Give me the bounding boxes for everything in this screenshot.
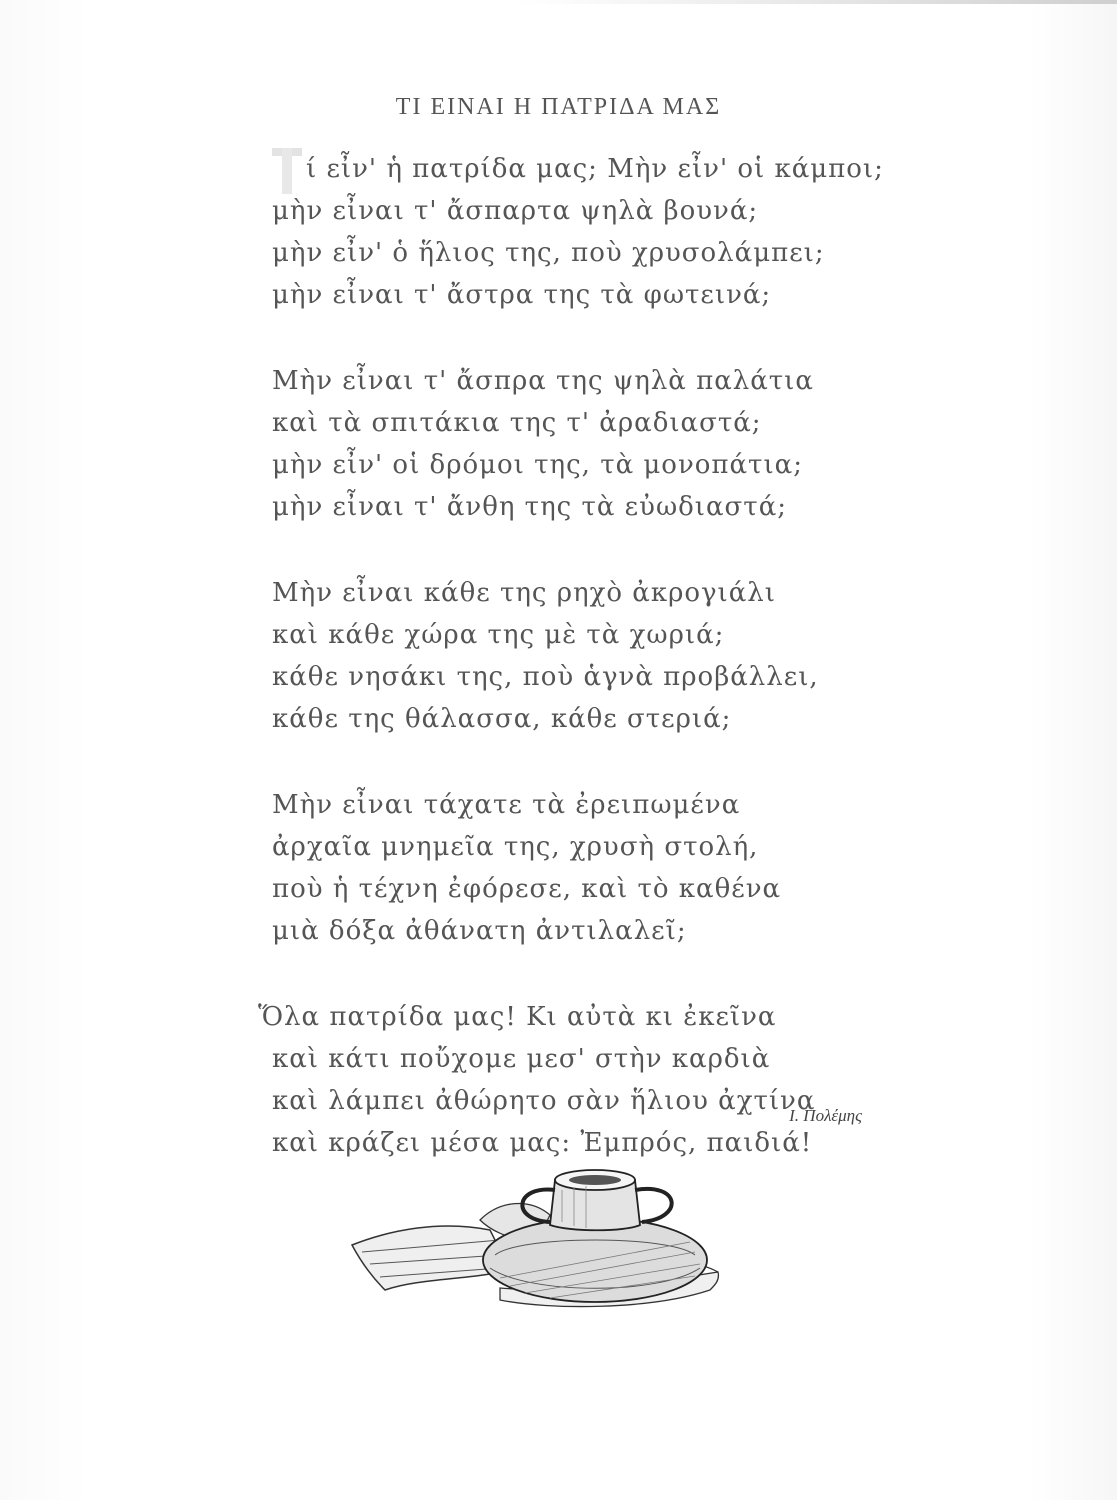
poem-line: Μὴν εἶναι τάχατε τὰ ἐρειπωμένα — [272, 790, 741, 820]
poem-title: ΤΙ ΕΙΝΑΙ Η ΠΑΤΡΙΔΑ ΜΑΣ — [395, 94, 722, 120]
poem-line: ἀρχαῖα μνημεῖα της, χρυσὴ στολή, — [272, 832, 759, 862]
stanza-3 — [272, 572, 832, 740]
poem-line: ποὺ ἡ τέχνη ἐφόρεσε, καὶ τὸ καθένα — [272, 874, 782, 904]
poem-line: καὶ κάτι ποὔχομε μεσ' στὴν καρδιὰ — [272, 1044, 771, 1074]
poem-line: Ὅλα πατρίδα μας! Κι αὐτὰ κι ἐκεῖνα — [258, 1002, 777, 1032]
page-edge-shadow — [517, 0, 1117, 4]
poem-line: μὴν εἶναι τ' ἄσπαρτα ψηλὰ βουνά; — [272, 196, 759, 226]
poem-line: μὴν εἶναι τ' ἄνθη της τὰ εὐωδιαστά; — [272, 492, 788, 522]
stanza-1 — [272, 148, 884, 316]
drop-cap-letter — [272, 148, 302, 194]
poem-line: καὶ λάμπει ἀθώρητο σὰν ἥλιου ἀχτίνα — [272, 1086, 816, 1116]
poem-line: κάθε νησάκι της, ποὺ ἁγνὰ προβάλλει, — [272, 662, 819, 692]
poem-line: μὴν εἶν' οἱ δρόμοι της, τὰ μονοπάτια; — [272, 450, 803, 480]
stanza-4 — [272, 784, 832, 952]
poem-line: Μὴν εἶναι κάθε της ρηχὸ ἀκρογιάλι — [272, 578, 776, 608]
poem-line: μὴν εἶν' ὁ ἥλιος της, ποὺ χρυσολάμπει; — [272, 238, 825, 268]
stanza-2 — [272, 360, 832, 528]
stanza-5 — [258, 996, 832, 1164]
poem-line: κάθε της θάλασσα, κάθε στεριά; — [272, 704, 732, 734]
poem-line: καὶ κράζει μέσα μας: Ἐμπρός, παιδιά! — [272, 1128, 813, 1158]
amphora-vignette-illustration — [350, 1160, 760, 1320]
poem-line: μὴν εἶναι τ' ἄστρα της τὰ φωτεινά; — [272, 280, 772, 310]
poem-line: μιὰ δόξα ἀθάνατη ἀντιλαλεῖ; — [272, 916, 687, 946]
author-signature: Ι. Πολέμης — [789, 1106, 862, 1125]
poem-line: καὶ τὰ σπιτάκια της τ' ἀραδιαστά; — [272, 408, 762, 438]
poem-line: καὶ κάθε χώρα της μὲ τὰ χωριά; — [272, 620, 725, 650]
poem-line: Μὴν εἶναι τ' ἄσπρα της ψηλὰ παλάτια — [272, 366, 814, 396]
poem-body — [258, 148, 884, 1208]
poem-line: ί εἶν' ἡ πατρίδα μας; Μὴν εἶν' οἱ κάμποι; — [306, 154, 884, 184]
